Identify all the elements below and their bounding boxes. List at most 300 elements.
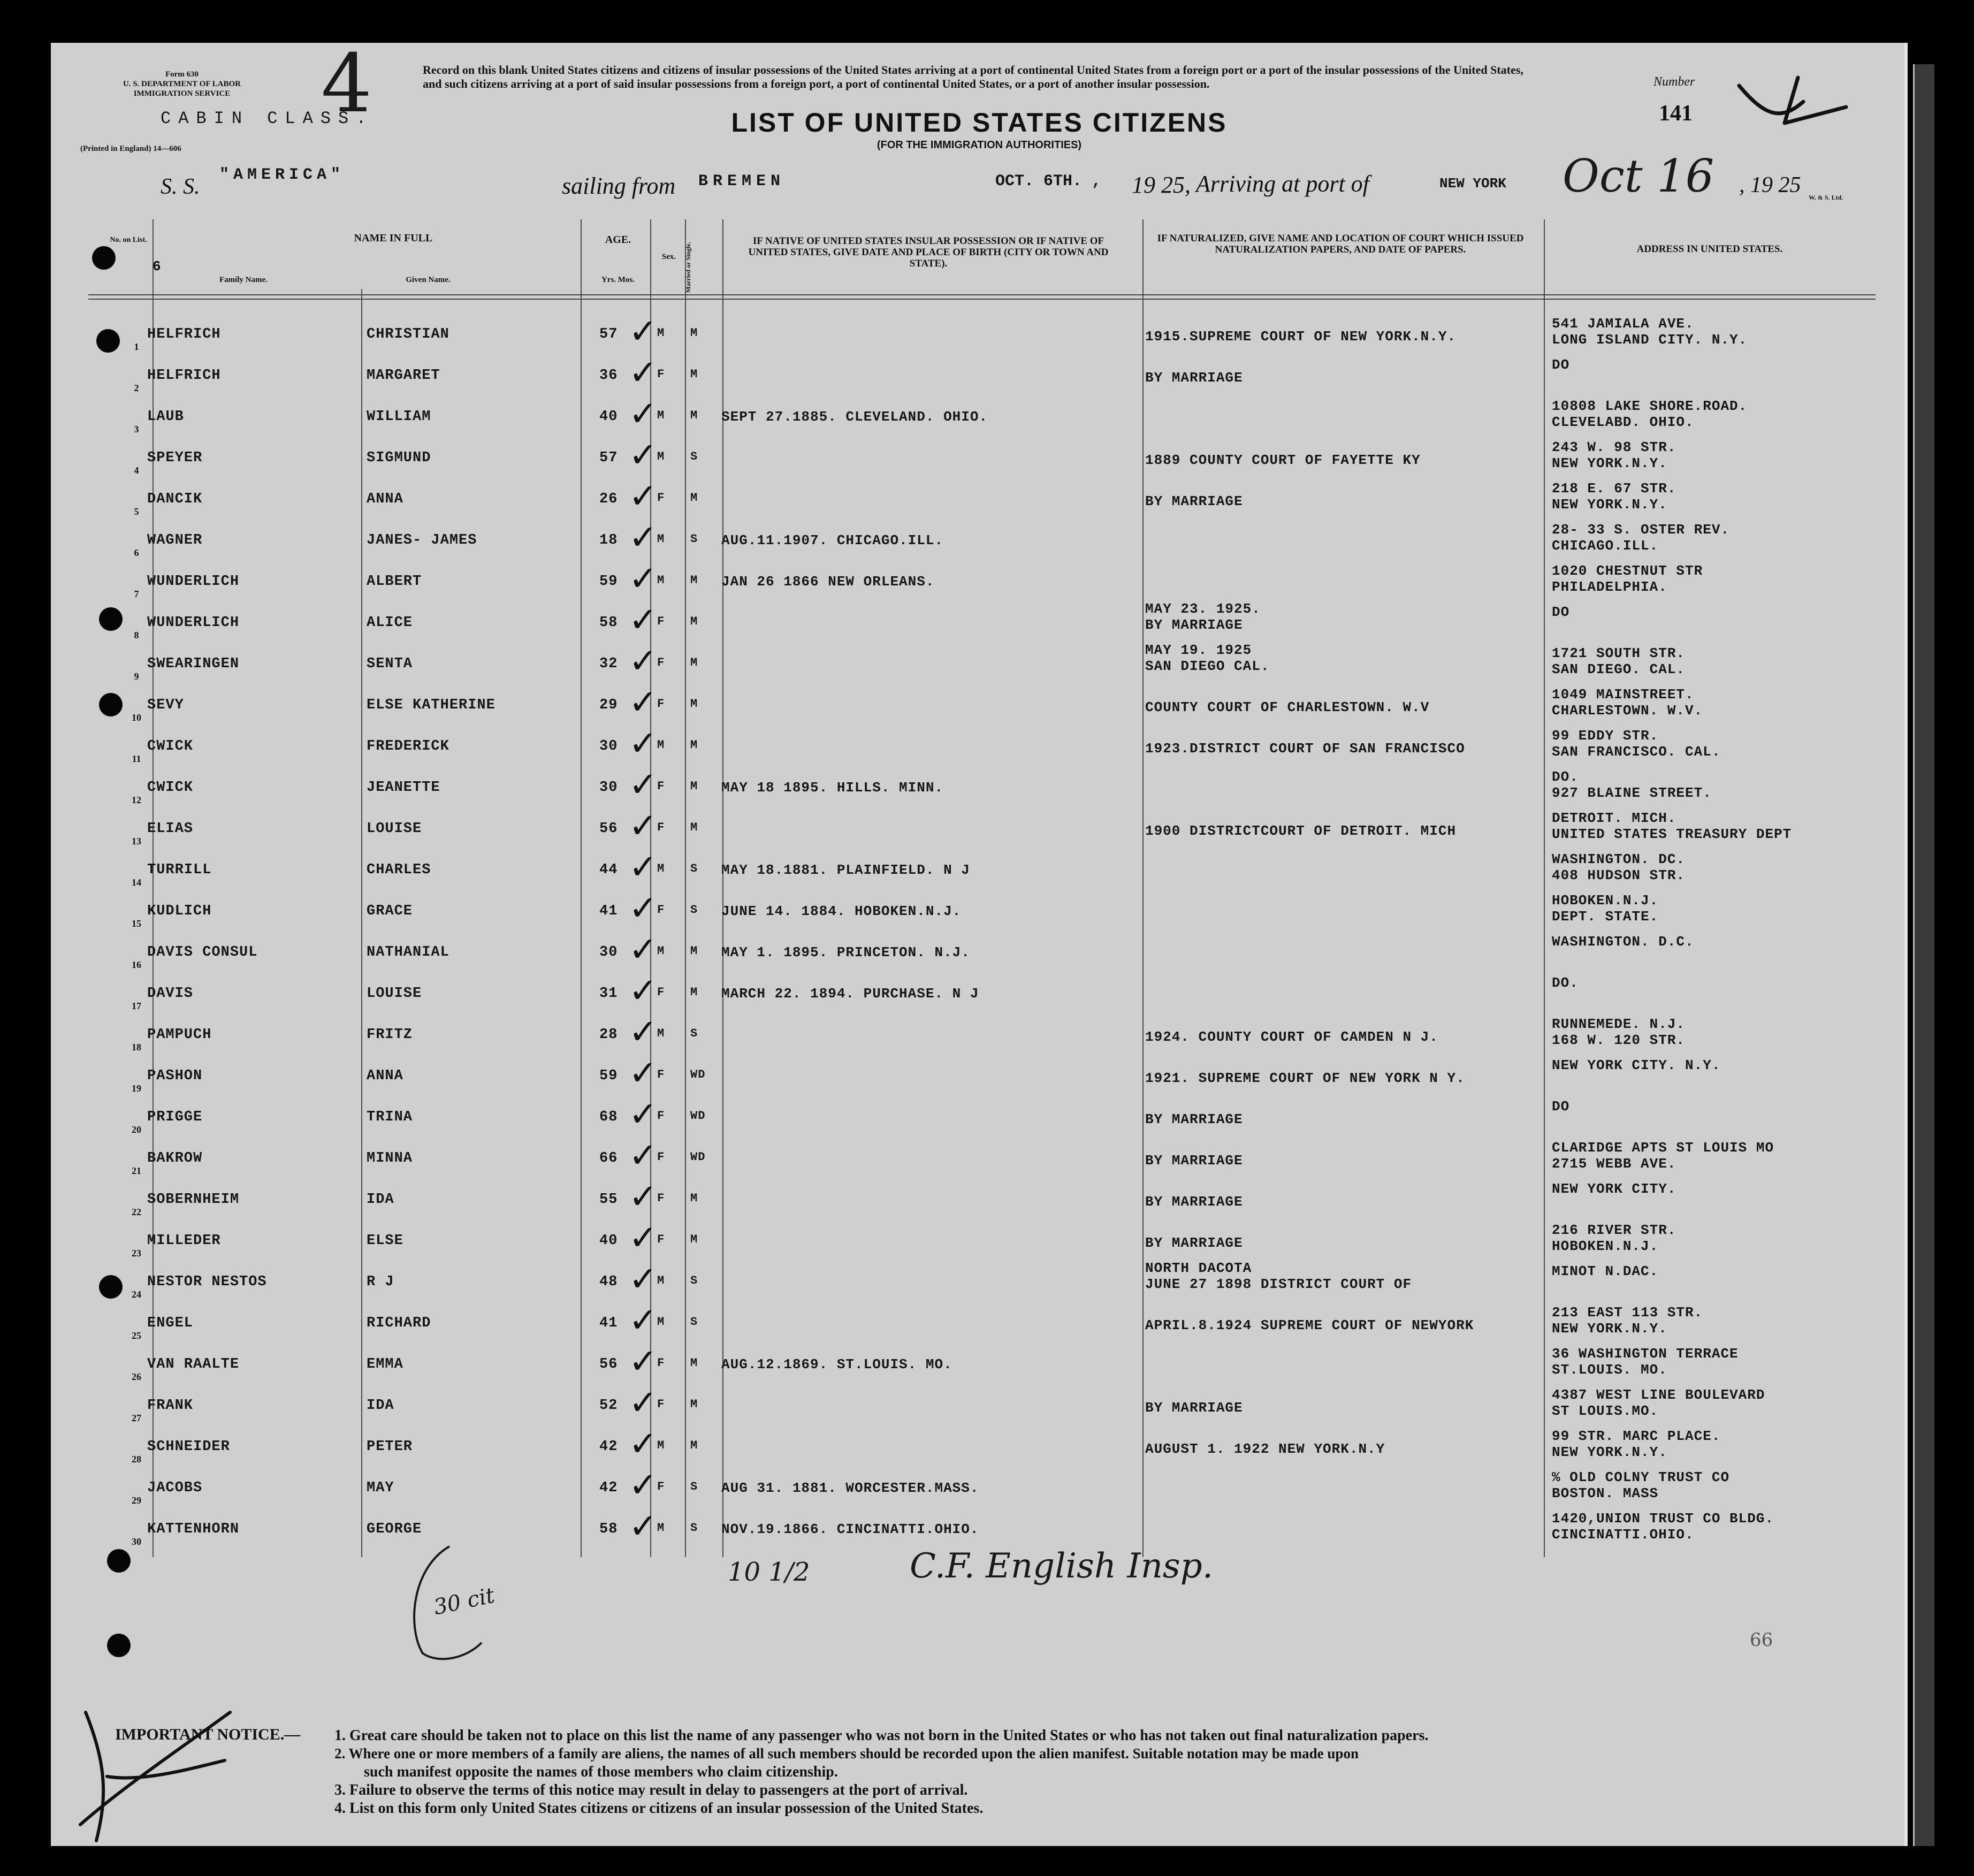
address-line-1: DO bbox=[1552, 604, 1570, 620]
sex: M bbox=[657, 1027, 665, 1040]
age-years: 57 bbox=[599, 326, 618, 342]
birth-date-place: SEPT 27.1885. CLEVELAND. OHIO. bbox=[721, 409, 988, 425]
marital-status: M bbox=[690, 326, 698, 340]
age-years: 40 bbox=[599, 1233, 618, 1249]
age-years: 56 bbox=[599, 821, 618, 837]
address-line-2: CHARLESTOWN. W.V. bbox=[1552, 703, 1703, 719]
given-name: ALICE bbox=[367, 615, 413, 631]
address-line-2: HOBOKEN.N.J. bbox=[1552, 1238, 1659, 1254]
sex: F bbox=[657, 1192, 665, 1205]
row-number: 23 bbox=[132, 1248, 141, 1259]
given-name: LOUISE bbox=[367, 821, 422, 837]
family-name: SCHNEIDER bbox=[147, 1439, 230, 1455]
row-number: 12 bbox=[132, 795, 141, 805]
address-line-1: 4387 WEST LINE BOULEVARD bbox=[1552, 1387, 1765, 1403]
age-years: 40 bbox=[599, 409, 618, 425]
address-line-1: DO bbox=[1552, 357, 1570, 373]
naturalization-info-line2: MAY 23. 1925. bbox=[1145, 601, 1261, 617]
address-line-2: SAN DIEGO. CAL. bbox=[1552, 661, 1686, 677]
notice-item: 4. List on this form only United States citizens or citizens of an insular possession of the United States. bbox=[334, 1800, 984, 1817]
notice-item: such manifest opposite the names of those members who claim citizenship. bbox=[364, 1764, 838, 1780]
col-married-single: Married or Single. bbox=[684, 242, 692, 293]
age-years: 58 bbox=[599, 615, 618, 631]
check-mark-icon: ✓ bbox=[629, 600, 658, 640]
arrival-date: Oct 16 bbox=[1563, 150, 1714, 202]
check-mark-icon: ✓ bbox=[629, 930, 658, 970]
sex: F bbox=[657, 903, 665, 917]
address-line-1: MINOT N.DAC. bbox=[1552, 1263, 1659, 1279]
address-line-2: NEW YORK.N.Y. bbox=[1552, 1321, 1667, 1337]
sex: F bbox=[657, 615, 665, 628]
row-number: 25 bbox=[132, 1330, 141, 1341]
address-line-2: 168 W. 120 STR. bbox=[1552, 1032, 1686, 1048]
row-number: 10 bbox=[132, 712, 141, 723]
address-line-2: 408 HUDSON STR. bbox=[1552, 867, 1686, 883]
check-mark-icon: ✓ bbox=[629, 394, 658, 434]
birth-date-place: JAN 26 1866 NEW ORLEANS. bbox=[721, 574, 935, 590]
sailing-year: 19 25, bbox=[1132, 172, 1191, 198]
check-mark-icon: ✓ bbox=[629, 1136, 658, 1176]
sex: F bbox=[657, 1480, 665, 1493]
family-name: KATTENHORN bbox=[147, 1521, 240, 1537]
sex: F bbox=[657, 780, 665, 793]
column-divider bbox=[1544, 219, 1545, 1557]
sailing-date: OCT. 6TH. , bbox=[995, 172, 1102, 190]
check-mark-icon: ✓ bbox=[629, 436, 658, 475]
naturalization-info: 1915.SUPREME COURT OF NEW YORK.N.Y. bbox=[1145, 329, 1457, 345]
row-number: 8 bbox=[134, 630, 139, 640]
col-row-number: No. on List. bbox=[110, 236, 147, 244]
col-age: AGE. bbox=[605, 234, 631, 246]
birth-date-place: MAY 18 1895. HILLS. MINN. bbox=[721, 780, 944, 796]
address-line-2: UNITED STATES TREASURY DEPT bbox=[1552, 826, 1792, 842]
birth-date-place: AUG.12.1869. ST.LOUIS. MO. bbox=[721, 1356, 952, 1372]
punch-hole bbox=[96, 329, 120, 353]
row-number: 17 bbox=[132, 1001, 141, 1011]
given-name: EMMA bbox=[367, 1356, 403, 1372]
address-line-2: ST LOUIS.MO. bbox=[1552, 1403, 1659, 1419]
birth-date-place: AUG.11.1907. CHICAGO.ILL. bbox=[721, 532, 944, 548]
marital-status: S bbox=[690, 1027, 698, 1040]
form-identifier bbox=[107, 70, 257, 98]
age-years: 31 bbox=[599, 986, 618, 1002]
naturalization-info: 1900 DISTRICTCOURT OF DETROIT. MICH bbox=[1145, 823, 1457, 839]
address-line-1: WASHINGTON. DC. bbox=[1552, 851, 1686, 867]
address-line-1: RUNNEMEDE. N.J. bbox=[1552, 1016, 1686, 1032]
naturalization-info: BY MARRIAGE bbox=[1145, 1194, 1243, 1210]
check-mark-icon: ✓ bbox=[629, 1177, 658, 1217]
naturalization-info: BY MARRIAGE bbox=[1145, 1111, 1243, 1127]
sex: F bbox=[657, 986, 665, 999]
sex: F bbox=[657, 368, 665, 381]
check-mark-icon: ✓ bbox=[629, 683, 658, 722]
family-name: ELIAS bbox=[147, 821, 194, 837]
notice-item: 3. Failure to observe the terms of this notice may result in delay to passengers at the port of arrival. bbox=[334, 1782, 968, 1798]
col-native-birth: IF NATIVE OF UNITED STATES INSULAR POSSESSION OR IF NATIVE OF UNITED STATES, GIVE DATE AND PLACE OF BIRTH (CITY OR TOWN AND STATE). bbox=[748, 235, 1109, 269]
marital-status: M bbox=[690, 1356, 698, 1370]
col-sex: Sex. bbox=[661, 253, 676, 261]
age-years: 57 bbox=[599, 450, 618, 466]
arrival-year: , 19 25 bbox=[1739, 173, 1801, 197]
ship-name: "AMERICA" bbox=[219, 166, 345, 184]
address-line-2: NEW YORK.N.Y. bbox=[1552, 497, 1667, 513]
row-number: 3 bbox=[134, 424, 139, 434]
marital-status: M bbox=[690, 656, 698, 669]
family-name: SPEYER bbox=[147, 450, 203, 466]
age-years: 66 bbox=[599, 1150, 618, 1166]
given-name: ANNA bbox=[367, 491, 403, 507]
arriving-label: Arriving at port of bbox=[1196, 171, 1369, 197]
naturalization-info: BY MARRIAGE bbox=[1145, 370, 1243, 386]
check-mark-icon: ✓ bbox=[629, 559, 658, 599]
family-name: MILLEDER bbox=[147, 1233, 221, 1249]
address-line-1: 1049 MAINSTREET. bbox=[1552, 687, 1694, 703]
sex: M bbox=[657, 1521, 665, 1535]
sex: M bbox=[657, 326, 665, 340]
row-number: 26 bbox=[132, 1371, 141, 1382]
marital-status: S bbox=[690, 862, 698, 875]
naturalization-info: BY MARRIAGE bbox=[1145, 493, 1243, 509]
sex: F bbox=[657, 1356, 665, 1370]
address-line-1: NEW YORK CITY. bbox=[1552, 1181, 1676, 1197]
family-name: JACOBS bbox=[147, 1480, 203, 1496]
address-line-1: WASHINGTON. D.C. bbox=[1552, 934, 1694, 950]
marital-status: M bbox=[690, 738, 698, 752]
address-line-2: LONG ISLAND CITY. N.Y. bbox=[1552, 332, 1748, 348]
departure-port: BREMEN bbox=[698, 172, 786, 190]
marital-status: M bbox=[690, 944, 698, 958]
age-years: 42 bbox=[599, 1480, 618, 1496]
address-line-1: DO bbox=[1552, 1099, 1570, 1115]
notice-item: 1. Great care should be taken not to place on this list the name of any passenger who was not born in the United States or who has not taken out final naturalization papers. bbox=[334, 1727, 1429, 1744]
column-divider bbox=[361, 289, 362, 1557]
row-number: 15 bbox=[132, 918, 141, 929]
marital-status: S bbox=[690, 532, 698, 546]
check-mark-icon: ✓ bbox=[629, 848, 658, 887]
birth-date-place: AUG 31. 1881. WORCESTER.MASS. bbox=[721, 1480, 979, 1496]
row-number: 13 bbox=[132, 836, 141, 847]
ss-label: S. S. bbox=[161, 174, 200, 199]
col-address: ADDRESS IN UNITED STATES. bbox=[1636, 243, 1783, 255]
row-number: 24 bbox=[132, 1289, 141, 1300]
marital-status: M bbox=[690, 409, 698, 422]
age-years: 56 bbox=[599, 1356, 618, 1372]
check-mark-icon: ✓ bbox=[629, 1260, 658, 1299]
address-line-2: NEW YORK.N.Y. bbox=[1552, 455, 1667, 471]
given-name: FREDERICK bbox=[367, 738, 449, 754]
sex: M bbox=[657, 1274, 665, 1287]
family-name: PASHON bbox=[147, 1068, 203, 1084]
naturalization-info: 1921. SUPREME COURT OF NEW YORK N Y. bbox=[1145, 1070, 1465, 1086]
given-name: NATHANIAL bbox=[367, 944, 449, 960]
age-years: 30 bbox=[599, 738, 618, 754]
age-years: 30 bbox=[599, 780, 618, 796]
age-years: 48 bbox=[599, 1274, 618, 1290]
check-mark-icon: ✓ bbox=[629, 1507, 658, 1546]
family-name: WUNDERLICH bbox=[147, 615, 240, 631]
given-name: TRINA bbox=[367, 1109, 413, 1125]
age-years: 30 bbox=[599, 944, 618, 960]
sex: M bbox=[657, 862, 665, 875]
address-line-2: SAN FRANCISCO. CAL. bbox=[1552, 744, 1721, 760]
sex: F bbox=[657, 1233, 665, 1246]
address-line-2: CINCINATTI.OHIO. bbox=[1552, 1527, 1694, 1543]
family-name: TURRILL bbox=[147, 862, 212, 878]
row-number: 11 bbox=[132, 753, 141, 764]
check-mark-icon: ✓ bbox=[629, 1342, 658, 1382]
check-mark-icon: ✓ bbox=[629, 477, 658, 516]
sex: F bbox=[657, 697, 665, 711]
row-number: 6 bbox=[134, 547, 139, 558]
row-number: 20 bbox=[132, 1124, 141, 1135]
age-years: 68 bbox=[599, 1109, 618, 1125]
marital-status: M bbox=[690, 1398, 698, 1411]
marital-status: WD bbox=[690, 1068, 706, 1081]
check-mark-icon: ✓ bbox=[629, 1095, 658, 1134]
row-number: 16 bbox=[132, 959, 141, 970]
given-name: ANNA bbox=[367, 1068, 403, 1084]
row-number: 9 bbox=[134, 671, 139, 682]
address-line-1: 10808 LAKE SHORE.ROAD. bbox=[1552, 398, 1748, 414]
marital-status: M bbox=[690, 1439, 698, 1452]
marital-status: M bbox=[690, 821, 698, 834]
header-rule bbox=[88, 299, 1876, 300]
given-name: ALBERT bbox=[367, 574, 422, 590]
printed-note: (Printed in England) 14—606 bbox=[80, 144, 181, 153]
given-name: CHRISTIAN bbox=[367, 326, 449, 342]
stamp-number: 66 bbox=[1750, 1629, 1773, 1651]
row-number: 1 bbox=[134, 341, 139, 352]
check-mark-icon: ✓ bbox=[629, 518, 658, 558]
sex: M bbox=[657, 574, 665, 587]
marital-status: M bbox=[690, 1233, 698, 1246]
check-mark-icon: ✓ bbox=[629, 1301, 658, 1340]
naturalization-info: 1923.DISTRICT COURT OF SAN FRANCISCO bbox=[1145, 741, 1465, 757]
large-x-mark bbox=[75, 1702, 235, 1846]
marital-status: S bbox=[690, 1274, 698, 1287]
inspector-signature: C.F. English Insp. bbox=[910, 1546, 1214, 1586]
check-mark-icon: ✓ bbox=[629, 1424, 658, 1464]
ink-loop-mark bbox=[407, 1541, 492, 1664]
address-line-1: 218 E. 67 STR. bbox=[1552, 481, 1676, 497]
given-name: MINNA bbox=[367, 1150, 413, 1166]
address-line-1: 1020 CHESTNUT STR bbox=[1552, 563, 1703, 579]
row-number: 4 bbox=[134, 465, 139, 476]
address-line-1: HOBOKEN.N.J. bbox=[1552, 893, 1659, 909]
address-line-1: 1721 SOUTH STR. bbox=[1552, 645, 1686, 661]
notice-heading: IMPORTANT NOTICE.— bbox=[115, 1726, 301, 1743]
column-divider bbox=[1142, 219, 1144, 1557]
given-name: JEANETTE bbox=[367, 780, 440, 796]
marital-status: S bbox=[690, 903, 698, 917]
marital-status: S bbox=[690, 1315, 698, 1329]
naturalization-info: SAN DIEGO CAL. bbox=[1145, 658, 1270, 674]
family-name: ENGEL bbox=[147, 1315, 194, 1331]
family-name: CWICK bbox=[147, 738, 194, 754]
sex: F bbox=[657, 1109, 665, 1123]
punch-hole bbox=[99, 693, 123, 716]
sex: M bbox=[657, 1315, 665, 1329]
age-years: 52 bbox=[599, 1398, 618, 1414]
address-line-2: NEW YORK.N.Y. bbox=[1552, 1444, 1667, 1460]
family-name: WAGNER bbox=[147, 532, 203, 548]
sex: F bbox=[657, 491, 665, 505]
form-line: U. S. DEPARTMENT OF LABOR bbox=[123, 80, 241, 88]
age-years: 59 bbox=[599, 1068, 618, 1084]
address-line-1: 213 EAST 113 STR. bbox=[1552, 1305, 1703, 1321]
notice-item: 2. Where one or more members of a family are aliens, the names of all such members should be recorded upon the alien manifest. Suitable notation may be made upon bbox=[334, 1745, 1359, 1761]
marital-status: WD bbox=[690, 1150, 706, 1164]
family-name: LAUB bbox=[147, 409, 184, 425]
col-name-in-full: NAME IN FULL bbox=[354, 232, 433, 244]
family-name: SOBERNHEIM bbox=[147, 1192, 240, 1208]
naturalization-info: BY MARRIAGE bbox=[1145, 1235, 1243, 1251]
sheet-edge bbox=[1913, 64, 1934, 1846]
family-name: PAMPUCH bbox=[147, 1027, 212, 1043]
age-years: 18 bbox=[599, 532, 618, 548]
birth-date-place: JUNE 14. 1884. HOBOKEN.N.J. bbox=[721, 903, 962, 919]
marital-status: M bbox=[690, 780, 698, 793]
record-note: Record on this blank United States citizens and citizens of insular possessions of the United States arriving at a port of continental United States from a foreign port or a port of the insular possessions of the United States, and such citizens arriving at a port of said insular possessions from a foreign port, a port of continental United States, or a port of another insular possession. bbox=[423, 63, 1523, 90]
page-title: LIST OF UNITED STATES CITIZENS bbox=[731, 108, 1228, 138]
address-line-2: CLEVELABD. OHIO. bbox=[1552, 414, 1694, 430]
col-yrs-mos: Yrs. Mos. bbox=[601, 276, 635, 284]
address-line-1: 1420,UNION TRUST CO BLDG. bbox=[1552, 1511, 1774, 1527]
given-name: GEORGE bbox=[367, 1521, 422, 1537]
page-subtitle: (FOR THE IMMIGRATION AUTHORITIES) bbox=[877, 139, 1082, 151]
marital-status: S bbox=[690, 1521, 698, 1535]
family-name: HELFRICH bbox=[147, 326, 221, 342]
given-name: GRACE bbox=[367, 903, 413, 919]
address-line-2: BOSTON. MASS bbox=[1552, 1485, 1659, 1501]
age-years: 36 bbox=[599, 368, 618, 384]
naturalization-info: JUNE 27 1898 DISTRICT COURT OF bbox=[1145, 1276, 1412, 1292]
row-number: 14 bbox=[132, 877, 141, 888]
check-mark-icon: ✓ bbox=[629, 312, 658, 352]
age-years: 26 bbox=[599, 491, 618, 507]
sex: M bbox=[657, 1439, 665, 1452]
address-line-1: DETROIT. MICH. bbox=[1552, 810, 1676, 826]
given-name: WILLIAM bbox=[367, 409, 431, 425]
row-number: 2 bbox=[134, 383, 139, 393]
given-name: CHARLES bbox=[367, 862, 431, 878]
birth-date-place: MAY 1. 1895. PRINCETON. N.J. bbox=[721, 944, 970, 960]
naturalization-info: BY MARRIAGE bbox=[1145, 1400, 1243, 1416]
cabin-class: CABIN CLASS. bbox=[161, 109, 374, 128]
row-number: 22 bbox=[132, 1207, 141, 1217]
check-mark-icon: ✓ bbox=[629, 1466, 658, 1505]
naturalization-info: COUNTY COURT OF CHARLESTOWN. W.V bbox=[1145, 699, 1430, 715]
given-name: MAY bbox=[367, 1480, 394, 1496]
address-line-2: ST.LOUIS. MO. bbox=[1552, 1362, 1667, 1378]
given-name: IDA bbox=[367, 1192, 394, 1208]
address-line-1: 243 W. 98 STR. bbox=[1552, 439, 1676, 455]
punch-hole bbox=[107, 1549, 131, 1573]
naturalization-info: 1924. COUNTY COURT OF CAMDEN N J. bbox=[1145, 1029, 1438, 1045]
sex: F bbox=[657, 1398, 665, 1411]
row-number: 7 bbox=[134, 589, 139, 599]
family-name: HELFRICH bbox=[147, 368, 221, 384]
row-number: 19 bbox=[132, 1083, 141, 1094]
check-mark-icon: ✓ bbox=[629, 1383, 658, 1423]
address-line-1: DO. bbox=[1552, 769, 1579, 785]
marital-status: M bbox=[690, 697, 698, 711]
col-given-name: Given Name. bbox=[406, 276, 451, 284]
age-years: 59 bbox=[599, 574, 618, 590]
family-name: DANCIK bbox=[147, 491, 203, 507]
given-name: ELSE KATHERINE bbox=[367, 697, 496, 713]
marital-status: S bbox=[690, 450, 698, 463]
family-name: SWEARINGEN bbox=[147, 656, 240, 672]
column-divider bbox=[685, 219, 686, 1557]
age-years: 32 bbox=[599, 656, 618, 672]
sex: F bbox=[657, 1150, 665, 1164]
marital-status: M bbox=[690, 574, 698, 587]
naturalization-info-line2: MAY 19. 1925 bbox=[1145, 642, 1252, 658]
number-value: 141 bbox=[1659, 101, 1693, 126]
given-name: RICHARD bbox=[367, 1315, 431, 1331]
row-number: 30 bbox=[132, 1536, 141, 1547]
naturalization-info: BY MARRIAGE bbox=[1145, 617, 1243, 633]
family-name: BAKROW bbox=[147, 1150, 203, 1166]
punch-hole bbox=[99, 607, 123, 631]
address-line-1: 541 JAMIALA AVE. bbox=[1552, 316, 1694, 332]
handwritten-fraction: 10 1/2 bbox=[728, 1557, 810, 1587]
age-years: 44 bbox=[599, 862, 618, 878]
form-line: IMMIGRATION SERVICE bbox=[133, 89, 231, 98]
family-name: WUNDERLICH bbox=[147, 574, 240, 590]
naturalization-info-line2: NORTH DACOTA bbox=[1145, 1260, 1252, 1276]
address-line-1: CLARIDGE APTS ST LOUIS MO bbox=[1552, 1140, 1774, 1156]
sex: M bbox=[657, 944, 665, 958]
arrival-port: NEW YORK bbox=[1439, 176, 1506, 192]
address-line-2: DEPT. STATE. bbox=[1552, 909, 1659, 925]
address-line-1: 99 STR. MARC PLACE. bbox=[1552, 1428, 1721, 1444]
given-name: PETER bbox=[367, 1439, 413, 1455]
naturalization-info: BY MARRIAGE bbox=[1145, 1153, 1243, 1169]
family-name: KUDLICH bbox=[147, 903, 212, 919]
number-label: Number bbox=[1653, 75, 1695, 89]
header-rule bbox=[88, 294, 1876, 295]
given-name: SENTA bbox=[367, 656, 413, 672]
printer-mark: W. & S. Ltd. bbox=[1809, 194, 1843, 201]
punch-hole bbox=[92, 246, 116, 270]
sex: M bbox=[657, 409, 665, 422]
check-mark-icon: ✓ bbox=[629, 765, 658, 805]
sailing-label: sailing from bbox=[562, 173, 676, 199]
marital-status: M bbox=[690, 368, 698, 381]
check-mark-icon: ✓ bbox=[629, 353, 658, 393]
sex: M bbox=[657, 738, 665, 752]
naturalization-info: 1889 COUNTY COURT OF FAYETTE KY bbox=[1145, 452, 1421, 468]
age-years: 41 bbox=[599, 1315, 618, 1331]
check-mark-icon: ✓ bbox=[629, 1054, 658, 1093]
col-family-name: Family Name. bbox=[219, 276, 268, 284]
family-name: FRANK bbox=[147, 1398, 194, 1414]
row-number: 18 bbox=[132, 1042, 141, 1053]
marital-status: M bbox=[690, 986, 698, 999]
marital-status: M bbox=[690, 615, 698, 628]
address-line-1: 216 RIVER STR. bbox=[1552, 1222, 1676, 1238]
row-number: 27 bbox=[132, 1413, 141, 1423]
age-years: 58 bbox=[599, 1521, 618, 1537]
address-line-1: 99 EDDY STR. bbox=[1552, 728, 1659, 744]
list-number: 6 bbox=[153, 258, 161, 274]
age-years: 28 bbox=[599, 1027, 618, 1043]
address-line-2: 2715 WEBB AVE. bbox=[1552, 1156, 1676, 1172]
sex: F bbox=[657, 656, 665, 669]
sex: F bbox=[657, 1068, 665, 1081]
